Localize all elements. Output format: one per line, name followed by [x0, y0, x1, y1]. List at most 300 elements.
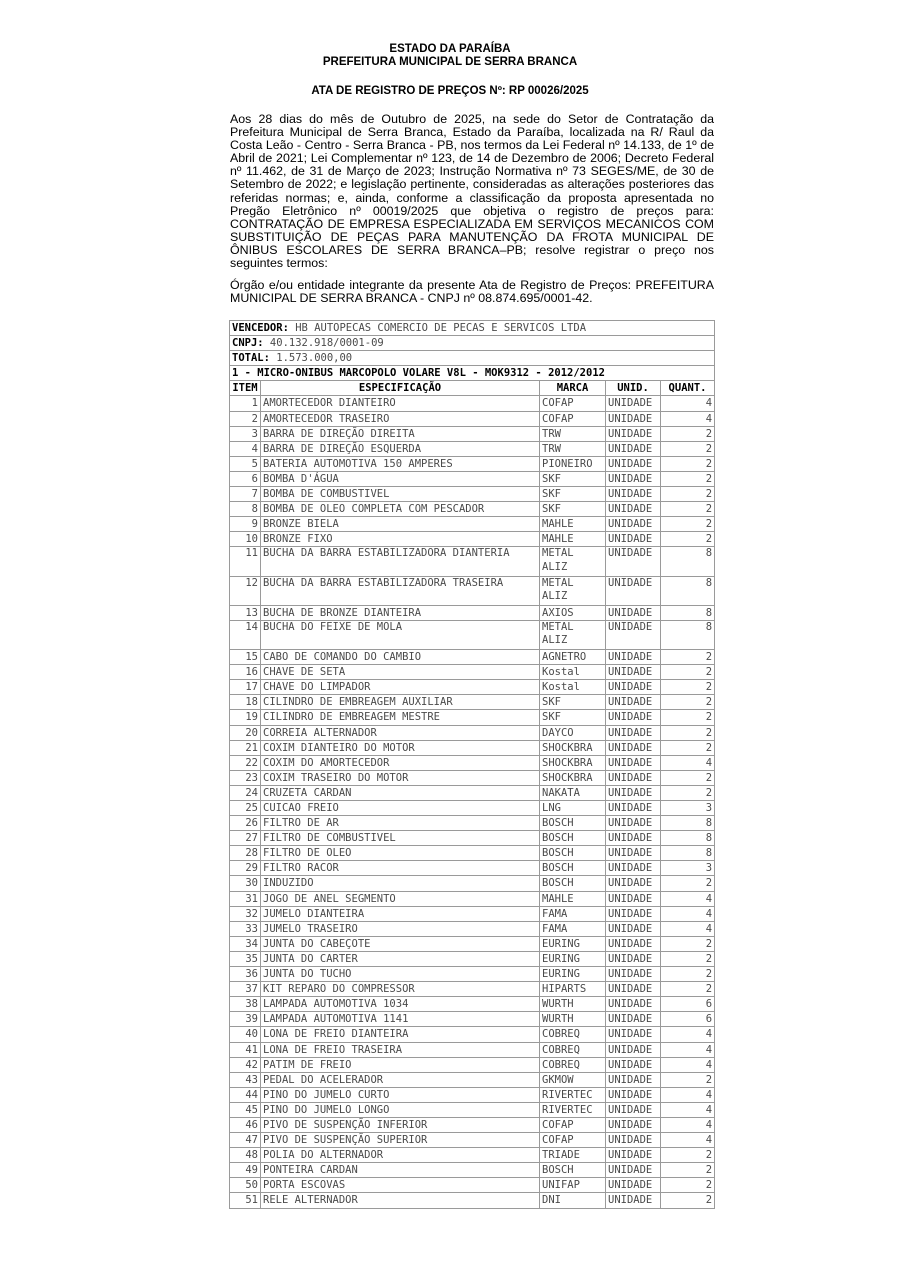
- table-row: [230, 1057, 715, 1072]
- item-number: 32: [230, 906, 261, 921]
- item-spec: BARRA DE DIREÇÃO ESQUERDA: [261, 441, 540, 456]
- col-header-quant: QUANT.: [661, 381, 715, 396]
- table-row: [230, 517, 715, 532]
- item-brand: MAHLE: [540, 891, 606, 906]
- item-brand: BOSCH: [540, 861, 606, 876]
- item-number: 40: [230, 1027, 261, 1042]
- intro-paragraph: Aos 28 dias do mês de Outubro de 2025, na sede do Setor de Contratação da Prefeitura Municipal de Serra Branca, Estado da Paraíba, localizada na R/ Raul da Costa Leão - Centro - Serra Branca - PB, nos termos da Lei Federal nº 14.133, de 1º de Abril de 2021; Lei Complementar nº 123, de 14 de Dezembro de 2006; Decreto Federal nº 11.462, de 31 de Março de 2023; Instrução Normativa nº 73 SEGES/ME, de 30 de Setembro de 2022; e legislação pertinente, consideradas as alterações posteriores das referidas normas; e, ainda, conforme a classificação da proposta apresentada no Pregão Eletrônico nº 00019/2025 que objetiva o registro de preços para: CONTRATAÇÃO DE EMPRESA ESPECIALIZADA EM SERVIÇOS MECANICOS COM SUBSTITUIÇÃO DE PEÇAS PARA MANUTENÇÃO DA FROTA MUNICIPAL DE ÔNIBUS ESCOLARES DE SERRA BRANCA–PB; resolve registrar o preço nos seguintes termos:: [230, 112, 714, 271]
- lot-title-row: [230, 366, 715, 381]
- item-unit: UNIDADE: [606, 740, 661, 755]
- item-spec: PATIM DE FREIO: [261, 1057, 540, 1072]
- item-quantity: 4: [661, 1133, 715, 1148]
- item-number: 29: [230, 861, 261, 876]
- table-row: [230, 650, 715, 665]
- col-header-item: ITEM: [230, 381, 261, 396]
- table-row: [230, 891, 715, 906]
- item-number: 15: [230, 650, 261, 665]
- item-number: 24: [230, 785, 261, 800]
- item-number: 17: [230, 680, 261, 695]
- item-number: 26: [230, 816, 261, 831]
- item-quantity: 2: [661, 1072, 715, 1087]
- item-brand: TRIADE: [540, 1148, 606, 1163]
- item-spec: POLIA DO ALTERNADOR: [261, 1148, 540, 1163]
- table-row: [230, 605, 715, 620]
- item-unit: UNIDADE: [606, 605, 661, 620]
- item-quantity: 6: [661, 997, 715, 1012]
- table-row: [230, 1042, 715, 1057]
- item-spec: PINO DO JUMELO CURTO: [261, 1087, 540, 1102]
- item-brand: DNI: [540, 1193, 606, 1208]
- table-row: [230, 620, 715, 649]
- item-number: 9: [230, 517, 261, 532]
- item-brand: BOSCH: [540, 831, 606, 846]
- item-brand: EURING: [540, 951, 606, 966]
- table-row: [230, 982, 715, 997]
- price-registry-table: [229, 320, 715, 1209]
- item-number: 16: [230, 665, 261, 680]
- item-quantity: 3: [661, 861, 715, 876]
- item-number: 44: [230, 1087, 261, 1102]
- item-unit: UNIDADE: [606, 471, 661, 486]
- item-spec: LAMPADA AUTOMOTIVA 1141: [261, 1012, 540, 1027]
- item-unit: UNIDADE: [606, 997, 661, 1012]
- document-title: ATA DE REGISTRO DE PREÇOS Nº: RP 00026/2025: [311, 85, 589, 97]
- table-row: [230, 680, 715, 695]
- item-quantity: 4: [661, 906, 715, 921]
- item-brand: SKF: [540, 487, 606, 502]
- item-number: 34: [230, 936, 261, 951]
- item-quantity: 2: [661, 487, 715, 502]
- table-row: [230, 801, 715, 816]
- item-unit: UNIDADE: [606, 967, 661, 982]
- table-row: [230, 1027, 715, 1042]
- item-spec: COXIM TRASEIRO DO MOTOR: [261, 770, 540, 785]
- table-row: [230, 1102, 715, 1117]
- item-spec: COXIM DO AMORTECEDOR: [261, 755, 540, 770]
- table-row: [230, 665, 715, 680]
- item-spec: PINO DO JUMELO LONGO: [261, 1102, 540, 1117]
- table-row: [230, 906, 715, 921]
- item-brand: TRW: [540, 426, 606, 441]
- item-unit: UNIDADE: [606, 725, 661, 740]
- item-quantity: 2: [661, 1148, 715, 1163]
- item-spec: CHAVE DE SETA: [261, 665, 540, 680]
- item-brand: BOSCH: [540, 816, 606, 831]
- item-number: 1: [230, 396, 261, 411]
- organ-paragraph: Órgão e/ou entidade integrante da presente Ata de Registro de Preços: PREFEITURA MUNICIPAL DE SERRA BRANCA - CNPJ nº 08.874.695/0001-42.: [230, 278, 714, 306]
- item-brand: BOSCH: [540, 876, 606, 891]
- item-brand: SKF: [540, 471, 606, 486]
- item-brand: DAYCO: [540, 725, 606, 740]
- item-number: 11: [230, 547, 261, 576]
- total-value: 1.573.000,00: [269, 352, 353, 365]
- item-number: 7: [230, 487, 261, 502]
- total-label: TOTAL:: [232, 352, 270, 365]
- item-unit: UNIDADE: [606, 487, 661, 502]
- table-row: [230, 710, 715, 725]
- item-unit: UNIDADE: [606, 861, 661, 876]
- item-unit: UNIDADE: [606, 755, 661, 770]
- state-heading: ESTADO DA PARAÍBA: [389, 43, 511, 55]
- item-quantity: 2: [661, 517, 715, 532]
- table-row: [230, 1193, 715, 1208]
- table-row: [230, 411, 715, 426]
- item-spec: AMORTECEDOR DIANTEIRO: [261, 396, 540, 411]
- item-quantity: 8: [661, 620, 715, 649]
- table-row: [230, 1012, 715, 1027]
- item-number: 36: [230, 967, 261, 982]
- item-number: 37: [230, 982, 261, 997]
- item-spec: CABO DE COMANDO DO CAMBIO: [261, 650, 540, 665]
- item-number: 33: [230, 921, 261, 936]
- item-number: 20: [230, 725, 261, 740]
- item-brand: RIVERTEC: [540, 1102, 606, 1117]
- item-number: 22: [230, 755, 261, 770]
- item-spec: BRONZE BIELA: [261, 517, 540, 532]
- item-quantity: 2: [661, 951, 715, 966]
- table-row: [230, 997, 715, 1012]
- item-quantity: 4: [661, 1042, 715, 1057]
- item-spec: CORREIA ALTERNADOR: [261, 725, 540, 740]
- table-row: [230, 967, 715, 982]
- item-unit: UNIDADE: [606, 876, 661, 891]
- col-header-spec: ESPECIFICAÇÃO: [261, 381, 540, 396]
- item-brand: Kostal: [540, 680, 606, 695]
- item-spec: INDUZIDO: [261, 876, 540, 891]
- item-number: 25: [230, 801, 261, 816]
- item-spec: JUNTA DO TUCHO: [261, 967, 540, 982]
- table-row: [230, 770, 715, 785]
- item-spec: FILTRO DE AR: [261, 816, 540, 831]
- item-unit: UNIDADE: [606, 695, 661, 710]
- item-brand: COFAP: [540, 396, 606, 411]
- item-brand: Kostal: [540, 665, 606, 680]
- item-number: 14: [230, 620, 261, 649]
- item-unit: UNIDADE: [606, 665, 661, 680]
- item-unit: UNIDADE: [606, 1042, 661, 1057]
- item-unit: UNIDADE: [606, 426, 661, 441]
- item-brand: EURING: [540, 967, 606, 982]
- item-brand: SKF: [540, 502, 606, 517]
- item-spec: PONTEIRA CARDAN: [261, 1163, 540, 1178]
- item-number: 38: [230, 997, 261, 1012]
- item-quantity: 2: [661, 785, 715, 800]
- item-unit: UNIDADE: [606, 576, 661, 605]
- item-spec: PIVO DE SUSPENÇÃO SUPERIOR: [261, 1133, 540, 1148]
- table-row: [230, 816, 715, 831]
- item-number: 49: [230, 1163, 261, 1178]
- item-brand: BOSCH: [540, 1163, 606, 1178]
- item-unit: UNIDADE: [606, 1012, 661, 1027]
- item-spec: BOMBA DE COMBUSTIVEL: [261, 487, 540, 502]
- item-brand: GKMOW: [540, 1072, 606, 1087]
- item-quantity: 2: [661, 740, 715, 755]
- item-unit: UNIDADE: [606, 1117, 661, 1132]
- table-row: [230, 846, 715, 861]
- table-row: [230, 502, 715, 517]
- item-brand: SHOCKBRA: [540, 755, 606, 770]
- item-quantity: 2: [661, 967, 715, 982]
- item-spec: FILTRO DE OLEO: [261, 846, 540, 861]
- item-number: 31: [230, 891, 261, 906]
- item-number: 47: [230, 1133, 261, 1148]
- col-header-unit: UNID.: [606, 381, 661, 396]
- item-unit: UNIDADE: [606, 936, 661, 951]
- item-quantity: 2: [661, 695, 715, 710]
- item-number: 8: [230, 502, 261, 517]
- item-brand: COBREQ: [540, 1027, 606, 1042]
- item-quantity: 2: [661, 1193, 715, 1208]
- item-quantity: 4: [661, 411, 715, 426]
- table-row: [230, 532, 715, 547]
- item-spec: BUCHA DA BARRA ESTABILIZADORA DIANTERIA: [261, 547, 540, 576]
- item-quantity: 4: [661, 1027, 715, 1042]
- item-unit: UNIDADE: [606, 951, 661, 966]
- item-number: 19: [230, 710, 261, 725]
- table-row: [230, 951, 715, 966]
- item-brand: SHOCKBRA: [540, 770, 606, 785]
- item-unit: UNIDADE: [606, 517, 661, 532]
- column-header-row: [230, 381, 715, 396]
- item-quantity: 2: [661, 471, 715, 486]
- item-number: 43: [230, 1072, 261, 1087]
- item-unit: UNIDADE: [606, 502, 661, 517]
- item-quantity: 2: [661, 876, 715, 891]
- item-number: 51: [230, 1193, 261, 1208]
- item-unit: UNIDADE: [606, 770, 661, 785]
- item-number: 39: [230, 1012, 261, 1027]
- item-unit: UNIDADE: [606, 456, 661, 471]
- item-unit: UNIDADE: [606, 846, 661, 861]
- item-unit: UNIDADE: [606, 680, 661, 695]
- item-brand: AGNETRO: [540, 650, 606, 665]
- item-spec: LAMPADA AUTOMOTIVA 1034: [261, 997, 540, 1012]
- item-unit: UNIDADE: [606, 1163, 661, 1178]
- item-spec: KIT REPARO DO COMPRESSOR: [261, 982, 540, 997]
- item-number: 42: [230, 1057, 261, 1072]
- item-unit: UNIDADE: [606, 441, 661, 456]
- item-unit: UNIDADE: [606, 532, 661, 547]
- item-brand: METAL ALIZ: [540, 620, 606, 649]
- item-spec: BOMBA D'ÁGUA: [261, 471, 540, 486]
- item-spec: PEDAL DO ACELERADOR: [261, 1072, 540, 1087]
- item-unit: UNIDADE: [606, 921, 661, 936]
- item-quantity: 8: [661, 576, 715, 605]
- item-quantity: 2: [661, 1163, 715, 1178]
- item-quantity: 2: [661, 725, 715, 740]
- item-brand: FAMA: [540, 921, 606, 936]
- item-spec: AMORTECEDOR TRASEIRO: [261, 411, 540, 426]
- table-row: [230, 936, 715, 951]
- item-brand: LNG: [540, 801, 606, 816]
- vendor-label: VENCEDOR:: [232, 322, 289, 334]
- item-unit: UNIDADE: [606, 1057, 661, 1072]
- item-unit: UNIDADE: [606, 1087, 661, 1102]
- item-spec: FILTRO RACOR: [261, 861, 540, 876]
- item-quantity: 2: [661, 710, 715, 725]
- cnpj-row: [230, 336, 715, 351]
- item-quantity: 8: [661, 831, 715, 846]
- item-unit: UNIDADE: [606, 396, 661, 411]
- item-quantity: 2: [661, 502, 715, 517]
- item-number: 41: [230, 1042, 261, 1057]
- item-number: 30: [230, 876, 261, 891]
- vendor-name: HB AUTOPECAS COMERCIO DE PECAS E SERVICOS LTDA: [288, 322, 587, 334]
- table-row: [230, 456, 715, 471]
- item-quantity: 2: [661, 441, 715, 456]
- item-spec: BUCHA DA BARRA ESTABILIZADORA TRASEIRA: [261, 576, 540, 605]
- item-unit: UNIDADE: [606, 906, 661, 921]
- item-brand: COFAP: [540, 411, 606, 426]
- item-unit: UNIDADE: [606, 620, 661, 649]
- item-brand: FAMA: [540, 906, 606, 921]
- item-quantity: 2: [661, 770, 715, 785]
- item-spec: BARRA DE DIREÇÃO DIREITA: [261, 426, 540, 441]
- item-number: 12: [230, 576, 261, 605]
- item-number: 48: [230, 1148, 261, 1163]
- table-row: [230, 876, 715, 891]
- item-unit: UNIDADE: [606, 1193, 661, 1208]
- table-row: [230, 921, 715, 936]
- item-brand: RIVERTEC: [540, 1087, 606, 1102]
- item-quantity: 6: [661, 1012, 715, 1027]
- item-number: 46: [230, 1117, 261, 1132]
- item-number: 21: [230, 740, 261, 755]
- table-row: [230, 396, 715, 411]
- item-quantity: 2: [661, 1178, 715, 1193]
- item-quantity: 4: [661, 921, 715, 936]
- item-brand: BOSCH: [540, 846, 606, 861]
- item-spec: JUNTA DO CARTER: [261, 951, 540, 966]
- item-spec: CHAVE DO LIMPADOR: [261, 680, 540, 695]
- item-number: 35: [230, 951, 261, 966]
- item-unit: UNIDADE: [606, 1027, 661, 1042]
- item-brand: SHOCKBRA: [540, 740, 606, 755]
- item-spec: JUMELO DIANTEIRA: [261, 906, 540, 921]
- item-spec: JOGO DE ANEL SEGMENTO: [261, 891, 540, 906]
- item-number: 28: [230, 846, 261, 861]
- item-unit: UNIDADE: [606, 891, 661, 906]
- table-row: [230, 471, 715, 486]
- cnpj-label: CNPJ:: [232, 337, 264, 350]
- item-brand: EURING: [540, 936, 606, 951]
- table-row: [230, 487, 715, 502]
- item-brand: COBREQ: [540, 1057, 606, 1072]
- item-number: 4: [230, 441, 261, 456]
- item-unit: UNIDADE: [606, 1072, 661, 1087]
- item-quantity: 2: [661, 982, 715, 997]
- item-spec: RELE ALTERNADOR: [261, 1193, 540, 1208]
- item-brand: METAL ALIZ: [540, 547, 606, 576]
- item-number: 18: [230, 695, 261, 710]
- item-unit: UNIDADE: [606, 650, 661, 665]
- item-quantity: 8: [661, 605, 715, 620]
- item-unit: UNIDADE: [606, 1133, 661, 1148]
- table-row: [230, 1072, 715, 1087]
- item-quantity: 8: [661, 816, 715, 831]
- item-spec: BRONZE FIXO: [261, 532, 540, 547]
- item-spec: BOMBA DE OLEO COMPLETA COM PESCADOR: [261, 502, 540, 517]
- item-spec: JUNTA DO CABEÇOTE: [261, 936, 540, 951]
- item-brand: SKF: [540, 695, 606, 710]
- item-quantity: 4: [661, 1102, 715, 1117]
- item-quantity: 2: [661, 680, 715, 695]
- item-number: 5: [230, 456, 261, 471]
- item-spec: BATERIA AUTOMOTIVA 150 AMPERES: [261, 456, 540, 471]
- item-quantity: 2: [661, 532, 715, 547]
- table-row: [230, 547, 715, 576]
- item-spec: CILINDRO DE EMBREAGEM AUXILIAR: [261, 695, 540, 710]
- total-row: [230, 351, 715, 366]
- table-row: [230, 1163, 715, 1178]
- item-spec: CILINDRO DE EMBREAGEM MESTRE: [261, 710, 540, 725]
- item-unit: UNIDADE: [606, 816, 661, 831]
- table-row: [230, 426, 715, 441]
- item-spec: CUICAO FREIO: [261, 801, 540, 816]
- item-unit: UNIDADE: [606, 801, 661, 816]
- table-row: [230, 1148, 715, 1163]
- item-number: 27: [230, 831, 261, 846]
- vendor-row: [230, 321, 715, 336]
- cnpj-value: 40.132.918/0001-09: [263, 337, 384, 350]
- item-spec: CRUZETA CARDAN: [261, 785, 540, 800]
- item-brand: COFAP: [540, 1117, 606, 1132]
- item-number: 23: [230, 770, 261, 785]
- item-quantity: 2: [661, 456, 715, 471]
- lot-title: 1 - MICRO-ONIBUS MARCOPOLO VOLARE V8L - MOK9312 - 2012/2012: [232, 367, 605, 380]
- table-row: [230, 1087, 715, 1102]
- item-spec: JUMELO TRASEIRO: [261, 921, 540, 936]
- table-row: [230, 725, 715, 740]
- item-brand: NAKATA: [540, 785, 606, 800]
- item-brand: METAL ALIZ: [540, 576, 606, 605]
- item-quantity: 4: [661, 1057, 715, 1072]
- item-brand: TRW: [540, 441, 606, 456]
- table-row: [230, 1133, 715, 1148]
- item-quantity: 4: [661, 755, 715, 770]
- item-quantity: 2: [661, 936, 715, 951]
- item-brand: WURTH: [540, 997, 606, 1012]
- item-brand: AXIOS: [540, 605, 606, 620]
- item-spec: LONA DE FREIO TRASEIRA: [261, 1042, 540, 1057]
- item-unit: UNIDADE: [606, 831, 661, 846]
- item-unit: UNIDADE: [606, 1102, 661, 1117]
- item-brand: HIPARTS: [540, 982, 606, 997]
- item-spec: BUCHA DE BRONZE DIANTEIRA: [261, 605, 540, 620]
- item-quantity: 2: [661, 650, 715, 665]
- item-quantity: 2: [661, 665, 715, 680]
- item-number: 50: [230, 1178, 261, 1193]
- item-brand: MAHLE: [540, 517, 606, 532]
- item-quantity: 4: [661, 1117, 715, 1132]
- item-quantity: 4: [661, 1087, 715, 1102]
- item-spec: PORTA ESCOVAS: [261, 1178, 540, 1193]
- item-quantity: 8: [661, 547, 715, 576]
- item-quantity: 2: [661, 426, 715, 441]
- item-number: 2: [230, 411, 261, 426]
- table-row: [230, 441, 715, 456]
- item-spec: PIVO DE SUSPENÇÃO INFERIOR: [261, 1117, 540, 1132]
- item-spec: FILTRO DE COMBUSTIVEL: [261, 831, 540, 846]
- item-unit: UNIDADE: [606, 982, 661, 997]
- prefecture-heading: PREFEITURA MUNICIPAL DE SERRA BRANCA: [322, 56, 578, 68]
- item-unit: UNIDADE: [606, 1148, 661, 1163]
- item-quantity: 8: [661, 846, 715, 861]
- col-header-brand: MARCA: [540, 381, 606, 396]
- table-row: [230, 861, 715, 876]
- item-brand: PIONEIRO: [540, 456, 606, 471]
- item-number: 10: [230, 532, 261, 547]
